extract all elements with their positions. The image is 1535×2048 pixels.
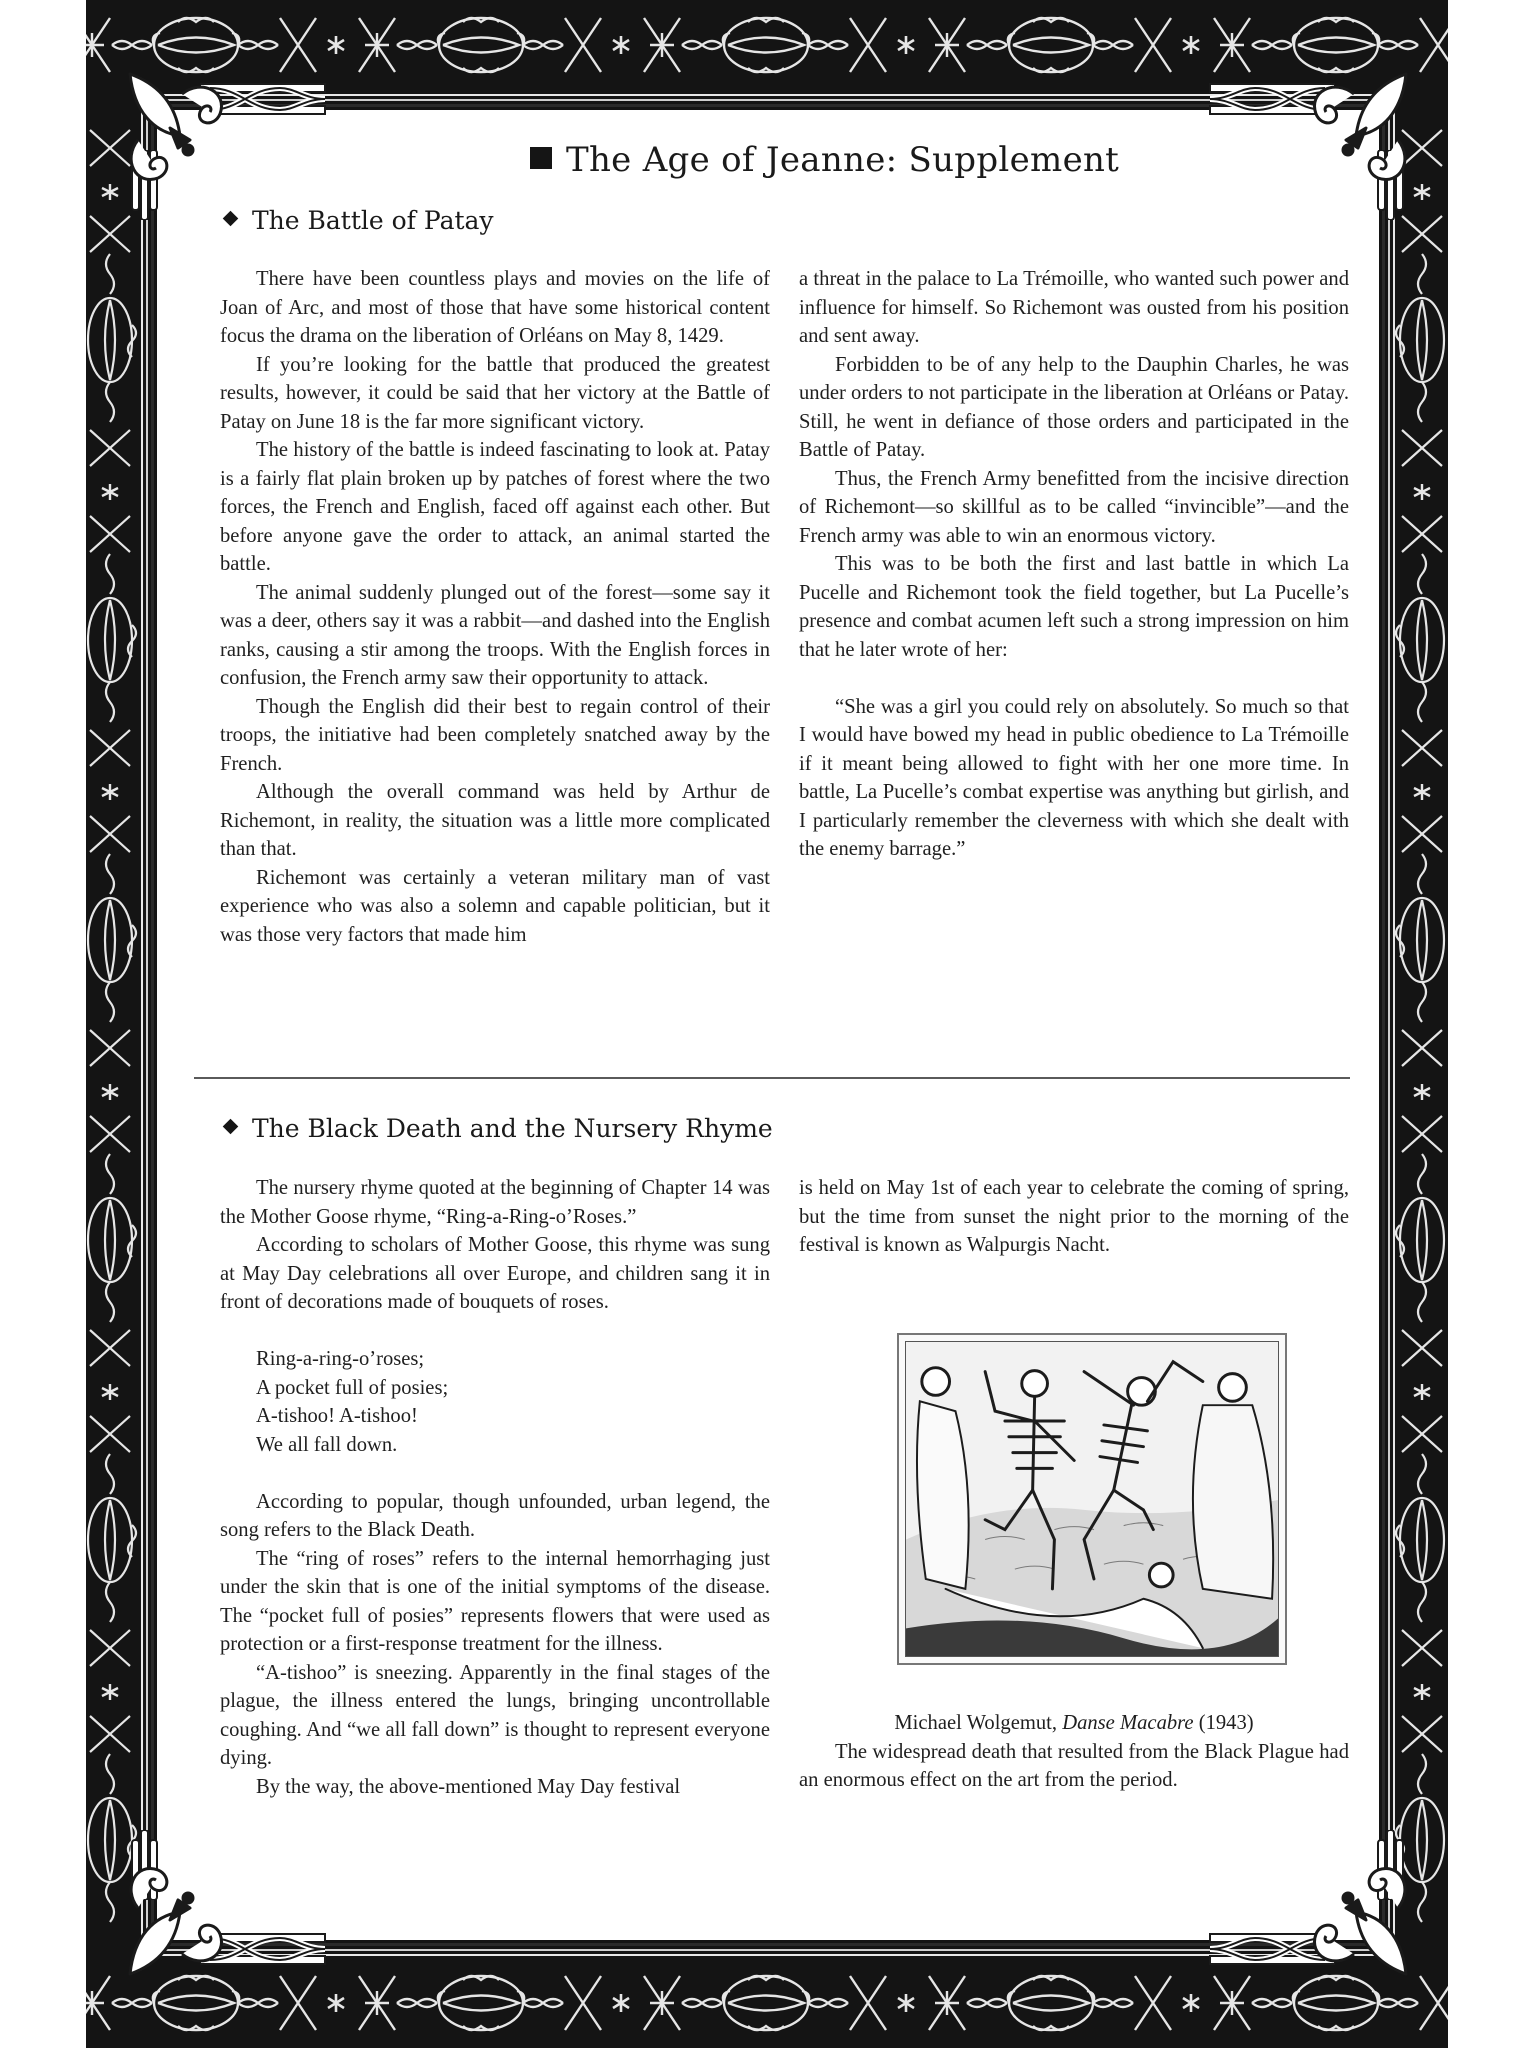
paragraph: is held on May 1st of each year to celebrate the coming of spring, but the time from sunset the night prior to the morning of the festival is known as Walpurgis Nacht.	[799, 1177, 1349, 1256]
nursery-rhyme-verse	[256, 1345, 770, 1459]
section-heading-text: The Black Death and the Nursery Rhyme	[252, 1114, 773, 1143]
paragraph: According to popular, though unfounded, urban legend, the song refers to the Black Death.	[220, 1490, 770, 1541]
paragraph: Although the overall command was held by Arthur de Richemont, in reality, the situation was a little more complicated than that.	[220, 781, 770, 860]
figure-caption-block	[799, 1709, 1349, 1795]
paragraph: The history of the battle is indeed fascinating to look at. Patay is a fairly flat plain broken up by patches of forest where the two forces, the French and English, faced off against each other. But before anyone gave the order to attack, an animal started the battle.	[220, 439, 770, 575]
ornament-band-left	[86, 0, 148, 2048]
section-2-right-column	[799, 1174, 1349, 1260]
section-heading-black-death	[219, 1114, 773, 1143]
scroll-ornament-icon	[86, 0, 1448, 90]
paragraph: The widespread death that resulted from the Black Plague had an enormous effect on the art from the period.	[799, 1740, 1349, 1791]
page-title-text: The Age of Jeanne: Supplement	[566, 140, 1120, 180]
caption-year: (1943)	[1193, 1712, 1254, 1734]
paragraph: Richemont was certainly a veteran military man of vast experience who was also a solemn and capable politician, but it was those very factors that made him	[220, 866, 770, 946]
section-2-left-column	[220, 1174, 770, 1801]
black-diamond-icon	[223, 1119, 239, 1135]
danse-macabre-woodcut	[897, 1333, 1287, 1665]
paragraph: If you’re looking for the battle that produced the greatest results, however, it could be said that her victory at the Battle of Patay on June 18 is the far more significant victory.	[220, 353, 770, 433]
paragraph: This was to be both the first and last battle in which La Pucelle and Richemont took the field together, but La Pucelle’s presence and combat acumen left such a strong impression on him that he later wrote of her:	[799, 553, 1349, 661]
paragraph: a threat in the palace to La Trémoille, who wanted such power and influence for himself. So Richemont was ousted from his position and sent away.	[799, 268, 1349, 347]
ornament-band-right	[1386, 0, 1448, 2048]
figure-caption	[799, 1709, 1349, 1738]
page-title	[530, 140, 1119, 180]
section-divider	[194, 1077, 1350, 1079]
paragraph: The nursery rhyme quoted at the beginning of Chapter 14 was the Mother Goose rhyme, “Ring-a-Ring-o’Roses.”	[220, 1177, 770, 1228]
fleur-de-lis-icon	[1296, 66, 1426, 196]
black-square-icon	[530, 147, 552, 169]
paragraph: According to scholars of Mother Goose, this rhyme was sung at May Day celebrations all over Europe, and children sang it in front of decorations made of bouquets of roses.	[220, 1234, 770, 1313]
scroll-ornament-icon	[86, 1958, 1448, 2048]
paragraph: “A-tishoo” is sneezing. Apparently in the final stages of the plague, the illness entered the lungs, bringing uncontrollable coughing. And “we all fall down” is thought to represent everyone dying.	[220, 1661, 770, 1769]
verse-line: A pocket full of posies;	[256, 1376, 449, 1399]
fleur-de-lis-icon	[1296, 1852, 1426, 1982]
dancing-skeletons-illustration-icon	[906, 1342, 1278, 1656]
paragraph: The “ring of roses” refers to the internal hemorrhaging just under the skin that is one of the initial symptoms of the disease. The “pocket full of posies” represents flowers that were used as protection or a first-response treatment for the illness.	[220, 1547, 770, 1655]
scroll-ornament-icon	[86, 0, 148, 2048]
scroll-ornament-icon	[1386, 0, 1448, 2048]
paragraph: There have been countless plays and movies on the life of Joan of Arc, and most of those that have some historical content focus the drama on the liberation of Orléans on May 8, 1429.	[220, 268, 770, 347]
verse-line: A-tishoo! A-tishoo!	[256, 1405, 418, 1427]
paragraph: By the way, the above-mentioned May Day festival	[256, 1775, 681, 1798]
section-1-right-column	[799, 265, 1349, 864]
ornament-band-bottom	[86, 1958, 1448, 2048]
paragraph: Forbidden to be of any help to the Dauphin Charles, he was under orders to not participate in the liberation at Orléans or Patay. Still, he went in defiance of those orders and participated in the Battle of Patay.	[799, 353, 1349, 461]
quotation: “She was a girl you could rely on absolutely. So much so that I would have bowed my head in public obedience to La Trémoille if it meant being allowed to fight with her one more time. In battle, La Pucelle’s combat expertise was anything but girlish, and I particularly remember the cleverness with which she dealt with the enemy barrage.”	[799, 695, 1349, 860]
section-heading-text: The Battle of Patay	[252, 206, 494, 235]
paragraph: Though the English did their best to regain control of their troops, the initiative had been completely snatched away by the French.	[220, 695, 770, 775]
caption-title: Danse Macabre	[1062, 1712, 1194, 1734]
paragraph: The animal suddenly plunged out of the forest—some say it was a deer, others say it was a rabbit—and dashed into the English ranks, causing a stir among the troops. With the English forces in confusion, the French army saw their opportunity to attack.	[220, 581, 770, 689]
section-heading-battle-of-patay	[219, 206, 494, 235]
verse-line: We all fall down.	[256, 1433, 398, 1456]
section-1-left-column	[220, 265, 770, 949]
paragraph: Thus, the French Army benefitted from the incisive direction of Richemont—so skillful as to be called “invincible”—and the French army was able to win an enormous victory.	[799, 467, 1349, 547]
fleur-de-lis-icon	[110, 66, 240, 196]
ornament-band-top	[86, 0, 1448, 90]
verse-line: Ring-a-ring-o’roses;	[256, 1348, 425, 1370]
caption-artist: Michael Wolgemut,	[894, 1712, 1063, 1734]
fleur-de-lis-icon	[110, 1852, 240, 1982]
black-diamond-icon	[223, 211, 239, 227]
